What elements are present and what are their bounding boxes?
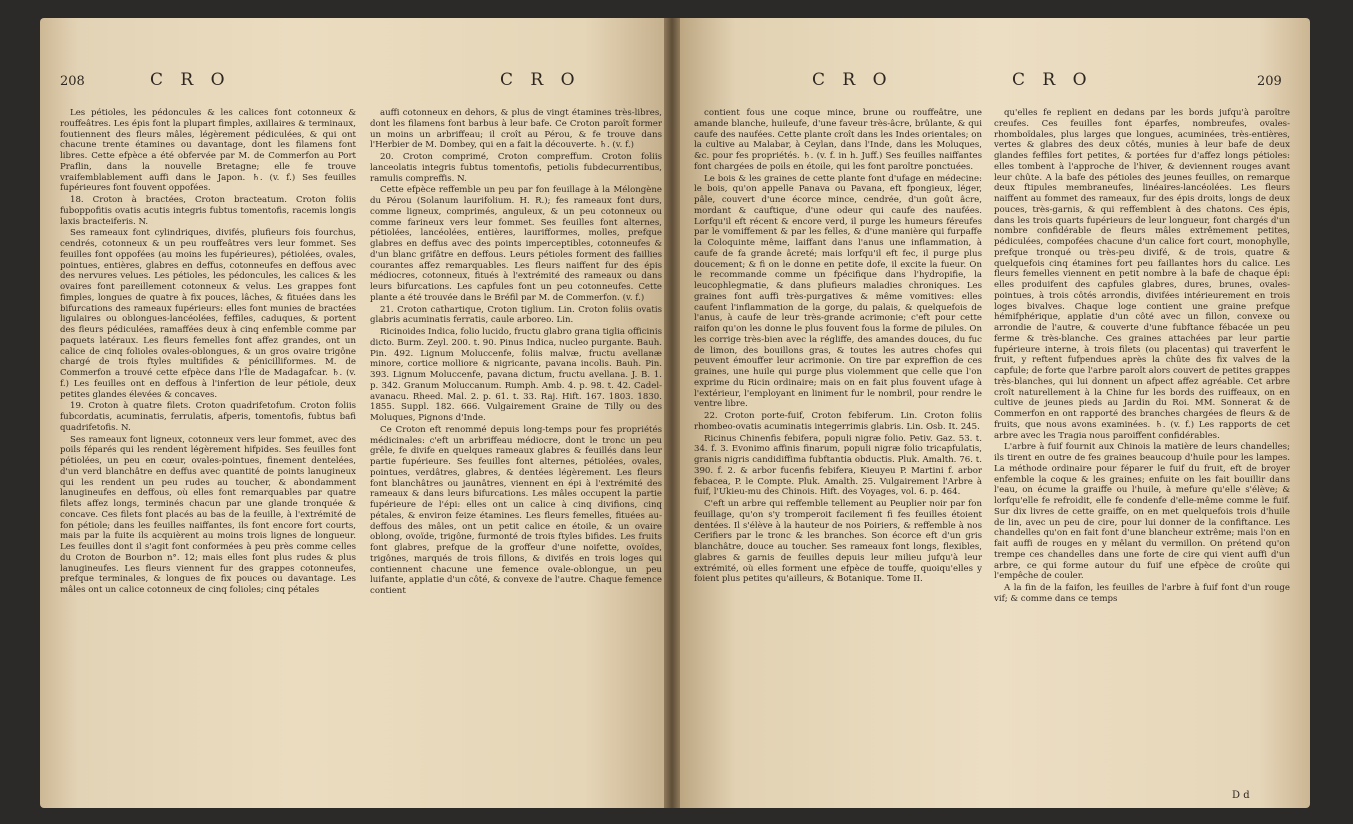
paragraph: qu'elles fe replient en dedans par les bords jufqu'à paroître creufes. Ces feuilles font éparfes, nombreufes, ovales-rhomboïdales, plus larges que longues, acuminées, très-entières, vertes & glabres des deux côtés, munies à leur bafe de deux glandes feffiles fort petites, & portées fur d'affez longs pétioles: elles tombent à l'approche de l'hiver, & deviennent rouges avant leur chûte. A la bafe des pétioles des jeunes feuilles, on remarque deux ftipules membraneufes, linéaires-lancéolées. Les fleurs naiffent au fommet des rameaux, fur des épis droits, longs de deux pouces, très-garnis, & qui reffemblent à des chatons. Ces épis, dans les trois quarts fupérieurs de leur longueur, font chargés d'un nombre confidérable de fleurs mâles extrêmement petites, pédiculées, compofées chacune d'un calice fort court, monophylle, prefque tronqué ou très-peu divifé, & de trois, quatre & quelquefois cinq étamines fort peu faillantes hors du calice. Les fleurs femelles viennent en petit nombre à la bafe de chaque épi: elles produifent des capfules glabres, dures, brunes, ovales-pointues, à trois côtés arrondis, divifées intérieurement en trois loges bivalves. Chaque loge contient une graine prefque hémifphérique, applatie d'un côté avec un fillon, convexe ou arrondie de l'autre, & couverte d'une fubftance fébacée un peu ferme & très-blanche. Ces graines attachées par leur partie fupérieure interne, à trois filets (ou placentas) qui traverfent le fruit, y reftent fufpendues après la chûte des fix valves de la capfule; de forte que l'arbre paroît alors couvert de petites grappes très-blanches, qui lui donnent un afpect affez agréable. Cet arbre croît naturellement à la Chine fur les bords des ruiffeaux, on en cultive de jeunes pieds au Jardin du Roi. MM. Sonnerat & de Commerfon en ont rapporté des branches chargées de fleurs & de fruits, que nous avons examinées. ♄. (v. f.) Les rapports de cet arbre avec les Tragia nous paroiffent confidérables.	[994, 108, 1290, 441]
paragraph: contient fous une coque mince, brune ou rouffeâtre, une amande blanche, huileufe, d'une faveur très-âcre, brûlante, & qui caufe des naufées. Cette plante croît dans les Indes orientales; on la cultive au Malabar, à Ceylan, dans l'Inde, dans les Moluques, &c. pour fes propriétés. ♄. (v. f. in h. Juff.) Ses feuilles naiffantes font chargées de poils en étoile, qui les font paroître ponctuées.	[694, 108, 982, 172]
paragraph: Ricinus Chinenfis febifera, populi nigræ folio. Petiv. Gaz. 53. t. 34. f. 3. Evonimo affinis finarum, populi nigræ folio tricapfulatis, granis nigris candidiffima fubftantia obductis. Pluk. Amalth. 76. t. 390. f. 2. & arbor fucenfis febifera, Kieuyeu P. Martini f. arbor febacea, P. le Compte. Pluk. Amalth. 25. Vulgairement l'Arbre à fuif, l'Ukieu-mu des Chinois. Hift. des Voyages, vol. 6. p. 464.	[694, 433, 982, 498]
signature-mark: D d	[1232, 790, 1250, 801]
right-column-1	[694, 108, 982, 586]
paragraph: Les pétioles, les pédoncules & les calices font cotonneux & rouffeâtres. Les épis font la plupart fimples, axillaires & terminaux, foutiennent des fleurs mâles, légèrement pédiculées, & qui ont chacune trente étamines ou davantage, dont les filamens font libres. Cette efpèce a été obfervée par M. de Commerfon au Port Praflin, dans la nouvelle Bretagne; elle fe trouve vraifemblablement auffi dans le Japon. ♄. (v. f.) Ses feuilles fupérieures font fouvent oppofées.	[60, 108, 356, 194]
paragraph: L'arbre à fuif fournit aux Chinois la matière de leurs chandelles; ils tirent en outre de fes graines beaucoup d'huile pour les lampes. La méthode ordinaire pour féparer le fuif du fruit, eft de broyer enfemble la coque & les graines; enfuite on les fait bouillir dans l'eau, on écume la graiffe ou l'huile, à mefure qu'elle s'élève; & lorfqu'elle fe refroidit, elle fe condenfe d'elle-même comme le fuif. Sur dix livres de cette graiffe, on en met quelquefois trois d'huile de lin, avec un peu de cire, pour lui donner de la confiftance. Les chandelles qu'on en fait font d'une blancheur extrême; mais l'on en fait auffi de rouges en y mêlant du vermillon. On prétend qu'on trempe ces chandelles dans une forte de cire qui vient auffi d'un arbre, ce qui forme autour du fuif une efpèce de croûte qui l'empêche de couler.	[994, 442, 1290, 582]
paragraph: Ricinoides Indica, folio lucido, fructu glabro grana tiglia officinis dicto. Burm. Zeyl. 200. t. 90. Pinus Indica, nucleo purgante. Bauh. Pin. 492. Lignum Moluccenfe, foliis malvæ, fructu avellanæ minore, cortice molliore & nigricante, pavana incolis. Bauh. Pin. 393. Lignum Moluccenfe, pavana dictum, fructu avellana. J. B. 1. p. 342. Granum Moluccanum. Rumph. Amb. 4. p. 98. t. 42. Cadel-avanacu. Rheed. Mal. 2. p. 61. t. 33. Raj. Hift. 167. 1803. 1830. 1855. Suppl. 182. 666. Vulgairement Graine de Tilly ou des Moluques, Pignons d'Inde.	[370, 327, 662, 423]
left-column-1	[60, 108, 356, 597]
paragraph: 19. Croton à quatre filets. Croton quadrifetofum. Croton foliis fubcordatis, acuminatis, ferrulatis, afperis, tomentofis, fubtus bafi quadrifetofis. N.	[60, 401, 356, 433]
right-headword-1: C R O	[812, 70, 893, 90]
left-headword-1: C R O	[150, 70, 231, 90]
paragraph: C'eft un arbre qui reffemble tellement au Peuplier noir par fon feuillage, qu'on s'y tromperoit facilement fi fes feuilles étoient dentées. Il s'élève à la hauteur de nos Poiriers, & reffemble à nos Cerifiers par le tronc & les branches. Son écorce eft d'un gris blanchâtre, douce au toucher. Ses rameaux font longs, flexibles, glabres & garnis de feuilles depuis leur milieu jufqu'à leur extrémité, où elles forment une efpèce de touffe, quoiqu'elles y foient plus petites qu'ailleurs, & Botanique. Tome II.	[694, 499, 982, 585]
paragraph: Cette efpèce reffemble un peu par fon feuillage à la Mélongène du Pérou (Solanum laurifolium. H. R.); fes rameaux font durs, comme ligneux, comprimés, anguleux, & un peu cotonneux ou comme farineux vers leur fommet. Ses feuilles font alternes, pétiolées, lancéolées, entières, laurifformes, molles, prefque glabres en deffus avec des points imperceptibles, cotonneufes & d'un blanc grifâtre en deffous. Leurs pétioles forment des faillies courantes affez remarquables. Les fleurs naiffent fur des épis médiocres, cotonneux, fitués à l'extrémité des rameaux ou dans leurs bifurcations. Les capfules font un peu cotonneufes. Cette plante a été trouvée dans le Bréfil par M. de Commerfon. (v. f.)	[370, 185, 662, 303]
paragraph: 20. Croton comprimé, Croton compreffum. Croton foliis lanceolatis integris fubtus tomentofis, petiolis fubdecurrentibus, ramulis compreffis. N.	[370, 152, 662, 184]
left-page-number: 208	[60, 74, 85, 89]
left-page	[40, 18, 680, 808]
paragraph: A la fin de la faifon, les feuilles de l'arbre à fuif font d'un rouge vif; & comme dans ce temps	[994, 583, 1290, 604]
paragraph: Le bois & les graines de cette plante font d'ufage en médecine: le bois, qu'on appelle Panava ou Pavana, eft fpongieux, léger, pâle, couvert d'une écorce mince, cendrée, d'un goût âcre, mordant & cauftique, d'une odeur qui caufe des naufées. Lorfqu'il eft récent & encore verd, il purge les humeurs féreufes par le vomiffement & par les felles, & d'une manière qui furpaffe la Coloquinte même, laiffant dans l'anus une inflammation, à caufe de fa grande âcreté; mais lorfqu'il eft fec, il purge plus doucement; & fi on le donne en petite dofe, il excite la fueur. On le recommande comme un fpécifique dans l'hydropifie, la leucophlegmatie, & dans plufieurs maladies chroniques. Les graines font auffi très-purgatives & même vomitives: elles caufent l'inflammation de la gorge, du palais, & quelquefois de l'anus, à caufe de leur très-grande acrimonie; c'eft pour cette raifon qu'on les donne le plus fouvent fous la forme de pilules. On les corrige très-bien avec la régliffe, des amandes douces, du fuc de limon, des bouillons gras, & toutes les autres chofes qui peuvent émouffer leur acrimonie. On tire par expreffion de ces graines, une huile qui purge plus violemment que celle que l'on exprime du Ricin ordinaire; mais on en fait plus fouvent ufage à l'extérieur, l'employant en liniment fur le nombril, pour rendre le ventre libre.	[694, 173, 982, 410]
paragraph: 22. Croton porte-fuif, Croton febiferum. Lin. Croton foliis rhombeo-ovatis acuminatis integerrimis glabris. Lin. Osb. It. 245.	[694, 411, 982, 432]
paragraph: Ses rameaux font ligneux, cotonneux vers leur fommet, avec des poils féparés qui les rendent légèrement hifpides. Ses feuilles font pétiolées, un peu en cœur, ovales-pointues, finement dentelées, d'un verd blanchâtre en deffus avec quantité de points lanugineux qui les rendent un peu rudes au toucher, & abondamment lanugineufes en deffous, où elles font remarquables par quatre filets affez longs, terminés chacun par une glande tronquée & concave. Ces filets font placés au bas de la feuille, à l'extrémité de fon pétiole; dans les feuilles naiffantes, ils font encore fort courts, mais par la fuite ils acquièrent au moins trois lignes de longueur. Les feuilles dont il s'agit font conformées à peu près comme celles du Croton de Bourbon n°. 12; mais elles font plus rudes & plus lanugineufes. Les fleurs viennent fur des grappes cotonneufes, prefque terminales, & longues de fix pouces ou davantage. Les mâles ont un calice cotonneux de cinq folioles; cinq pétales	[60, 434, 356, 595]
right-column-2	[994, 108, 1290, 606]
paragraph: Ses rameaux font cylindriques, divifés, plufieurs fois fourchus, cendrés, cotonneux & un peu rouffeâtres vers leur fommet. Ses feuilles font oppofées (au moins les fupérieures), pétiolées, ovales, pointues, entières, glabres en deffus, cotonneufes en deffous avec des nervures velues. Les pétioles, les pédoncules, les calices & les ovaires font pareillement cotonneux & velus. Les grappes font fimples, longues de quatre à fix pouces, lâches, & fituées dans les bifurcations des rameaux fupérieurs: elles font munies de bractées ligulaires ou oblongues-lancéolées, feffiles, caduques, & portent des fleurs pédiculées, ramaffées deux à cinq enfemble comme par paquets latéraux. Les fleurs femelles font affez grandes, ont un calice de cinq folioles ovales-oblongues, & un gros ovaire trigône chargé de trois ftyles multifides & pénicilliformes. M. de Commerfon a trouvé cette efpèce dans l'Île de Madagafcar. ♄. (v. f.) Les feuilles ont en deffous à l'infertion de leur pétiole, deux petites glandes élevées & concaves.	[60, 228, 356, 400]
paragraph: 21. Croton cathartique, Croton tiglium. Lin. Croton foliis ovatis glabris acuminatis ferratis, caule arboreo. Lin.	[370, 304, 662, 326]
right-headword-2: C R O	[1012, 70, 1093, 90]
book-gutter	[664, 18, 680, 808]
left-headword-2: C R O	[500, 70, 581, 90]
paragraph: auffi cotonneux en dehors, & plus de vingt étamines très-libres, dont les filamens font barbus à leur bafe. Ce Croton paroît former un moins un arbriffeau; il croît au Pérou, & fe trouve dans l'Herbier de M. Dombey, qui en a fait la découverte. ♄. (v. f.)	[370, 108, 662, 151]
left-column-2	[370, 108, 662, 598]
right-page	[672, 18, 1310, 808]
paragraph: 18. Croton à bractées, Croton bracteatum. Croton foliis fuboppofitis ovatis acutis integris fubtus tomentofis, racemis longis laxis bracteiferis. N.	[60, 195, 356, 227]
paragraph: Ce Croton eft renommé depuis long-temps pour fes propriétés médicinales: c'eft un arbriffeau médiocre, dont le tronc un peu grêle, fe divife en quelques rameaux glabres & feuillés dans leur partie fupérieure. Ses feuilles font alternes, pétiolées, ovales, pointues, verdâtres, glabres, & dentées légèrement. Les fleurs font blanchâtres ou jaunâtres, viennent en épi à l'extrémité des rameaux & dans leurs bifurcations. Les mâles occupent la partie fupérieure de l'épi: elles ont un calice à cinq divifions, cinq pétales, & environ feize étamines. Les fleurs femelles, fituées au-deffous des mâles, ont un petit calice en étoile, & un ovaire oblong, ovoïde, trigône, furmonté de trois ftyles bifides. Les fruits font glabres, prefque de la groffeur d'une noifette, ovoïdes, trigônes, marqués de trois fillons, & divifés en trois loges qui contiennent chacune une femence ovale-oblongue, un peu luifante, applatie d'un côté, & convexe de l'autre. Chaque femence contient	[370, 424, 662, 596]
right-page-number: 209	[1257, 74, 1282, 89]
